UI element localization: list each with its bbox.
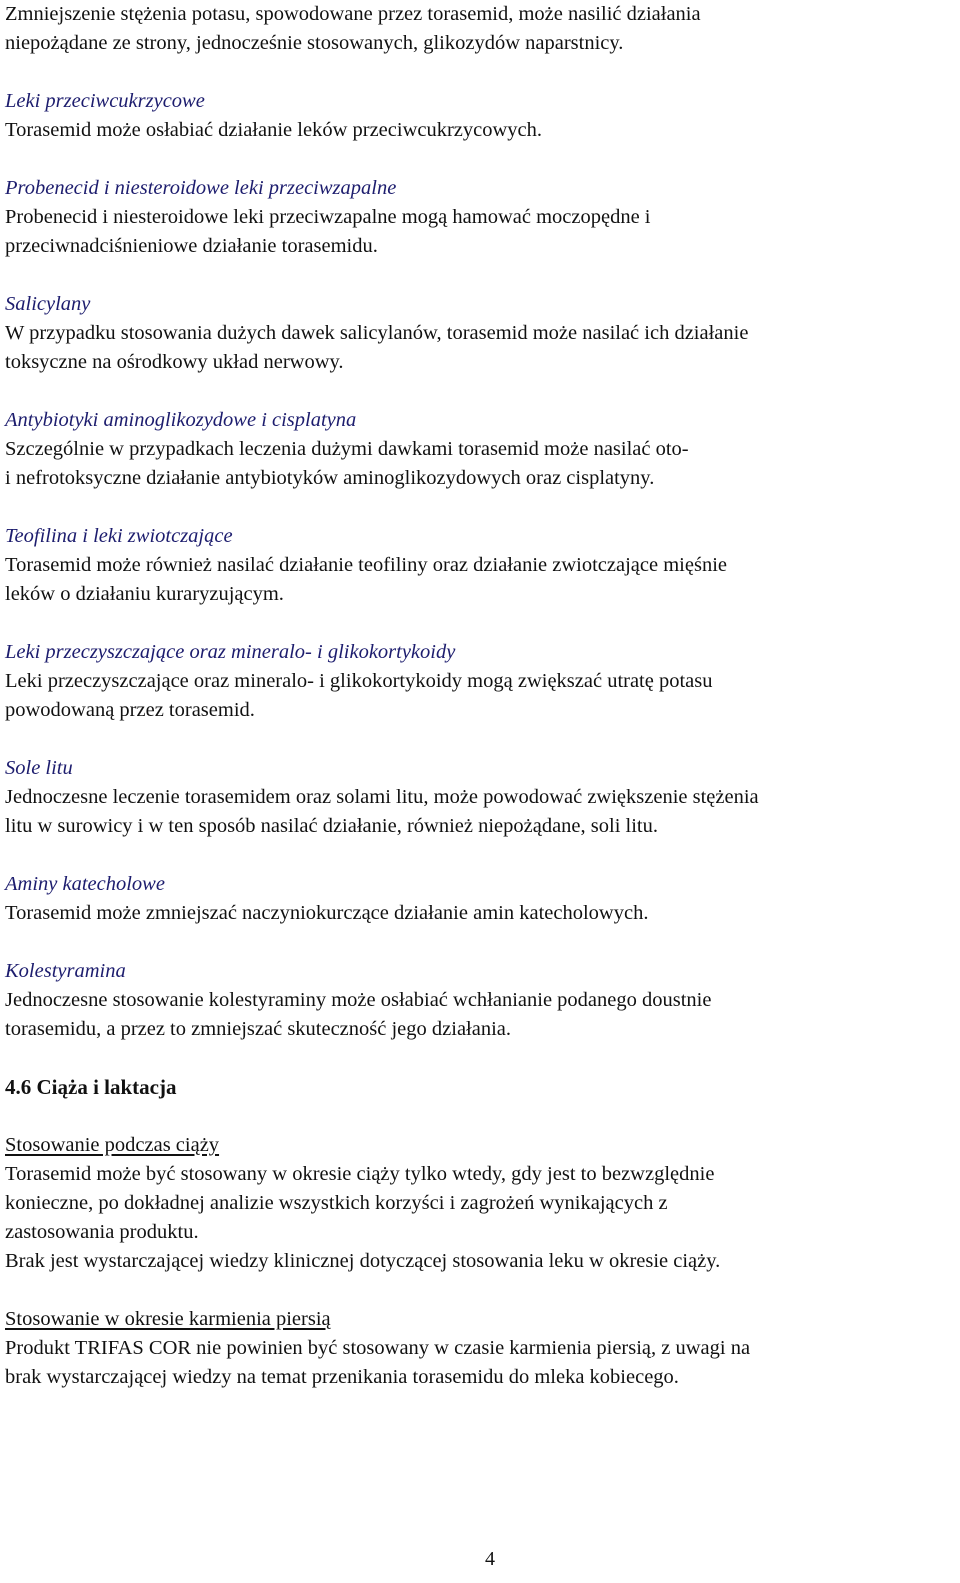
section-theophylline — [5, 522, 950, 609]
section-heading: Leki przeczyszczające oraz mineralo- i glikokortykoidy — [5, 641, 456, 663]
section-catecholamines — [5, 870, 950, 928]
section-heading: Salicylany — [5, 293, 91, 315]
body-line: niepożądane ze strony, jednocześnie stosowanych, glikozydów naparstnicy. — [5, 32, 624, 54]
body-line: Szczególnie w przypadkach leczenia dużymi dawkami torasemid może nasilać oto- — [5, 438, 689, 460]
body-line: Torasemid może osłabiać działanie leków przeciwcukrzycowych. — [5, 119, 543, 141]
section-heading: Teofilina i leki zwiotczające — [5, 525, 233, 547]
intro-paragraph — [5, 0, 950, 58]
section-heading: Kolestyramina — [5, 960, 126, 982]
body-line: Leki przeczyszczające oraz mineralo- i glikokortykoidy mogą zwiększać utratę potasu — [5, 670, 713, 692]
body-line: Torasemid może również nasilać działanie teofiliny oraz działanie zwiotczające mięśnie — [5, 554, 727, 576]
section-heading: Aminy katecholowe — [5, 873, 165, 895]
body-line: Torasemid może zmniejszać naczyniokurczące działanie amin katecholowych. — [5, 902, 649, 924]
body-line: przeciwnadciśnieniowe działanie torasemidu. — [5, 235, 378, 257]
body-line: Produkt TRIFAS COR nie powinien być stosowany w czasie karmienia piersią, z uwagi na — [5, 1337, 751, 1359]
body-line: zastosowania produktu. — [5, 1221, 199, 1243]
body-line: Brak jest wystarczającej wiedzy klinicznej dotyczącej stosowania leku w okresie ciąży. — [5, 1250, 721, 1272]
body-line: Jednoczesne leczenie torasemidem oraz solami litu, może powodować zwiększenie stężenia — [5, 786, 759, 808]
section-lithium — [5, 754, 950, 841]
body-line: Jednoczesne stosowanie kolestyraminy może osłabiać wchłanianie podanego doustnie — [5, 989, 712, 1011]
section-salicylates — [5, 290, 950, 377]
body-line: litu w surowicy i w ten sposób nasilać działanie, również niepożądane, soli litu. — [5, 815, 658, 837]
subsection-heading: Stosowanie podczas ciąży — [5, 1134, 220, 1156]
body-line: i nefrotoksyczne działanie antybiotyków aminoglikozydowych oraz cisplatyny. — [5, 467, 655, 489]
section-heading: Leki przeciwcukrzycowe — [5, 90, 205, 112]
section-heading: Sole litu — [5, 757, 73, 779]
body-line: Probenecid i niesteroidowe leki przeciwzapalne mogą hamować moczopędne i — [5, 206, 651, 228]
body-line: brak wystarczającej wiedzy na temat przenikania torasemidu do mleka kobiecego. — [5, 1366, 679, 1388]
body-line: Torasemid może być stosowany w okresie ciąży tylko wtedy, gdy jest to bezwzględnie — [5, 1163, 715, 1185]
subsection-lactation — [5, 1305, 950, 1392]
section-cholestyramine — [5, 957, 950, 1044]
section-heading: Probenecid i niesteroidowe leki przeciwzapalne — [5, 177, 397, 199]
page-number: 4 — [485, 1548, 495, 1570]
body-line: W przypadku stosowania dużych dawek salicylanów, torasemid może nasilać ich działanie — [5, 322, 749, 344]
section-probenecid-nsaids — [5, 174, 950, 261]
section-heading: Antybiotyki aminoglikozydowe i cisplatyna — [5, 409, 357, 431]
body-line: toksyczne na ośrodkowy układ nerwowy. — [5, 351, 344, 373]
section-laxatives-corticoids — [5, 638, 950, 725]
section-antidiabetics — [5, 87, 950, 145]
body-line: torasemidu, a przez to zmniejszać skuteczność jego działania. — [5, 1018, 512, 1040]
document-page — [5, 0, 950, 1421]
body-line: powodowaną przez torasemid. — [5, 699, 255, 721]
subsection-pregnancy — [5, 1131, 950, 1276]
body-line: leków o działaniu kuraryzującym. — [5, 583, 284, 605]
section-aminoglycosides — [5, 406, 950, 493]
section-title-pregnancy-lactation: 4.6 Ciąża i laktacja — [5, 1075, 177, 1099]
body-line: Zmniejszenie stężenia potasu, spowodowane przez torasemid, może nasilić działania — [5, 3, 701, 25]
subsection-heading: Stosowanie w okresie karmienia piersią — [5, 1308, 331, 1330]
body-line: konieczne, po dokładnej analizie wszystkich korzyści i zagrożeń wynikających z — [5, 1192, 668, 1214]
